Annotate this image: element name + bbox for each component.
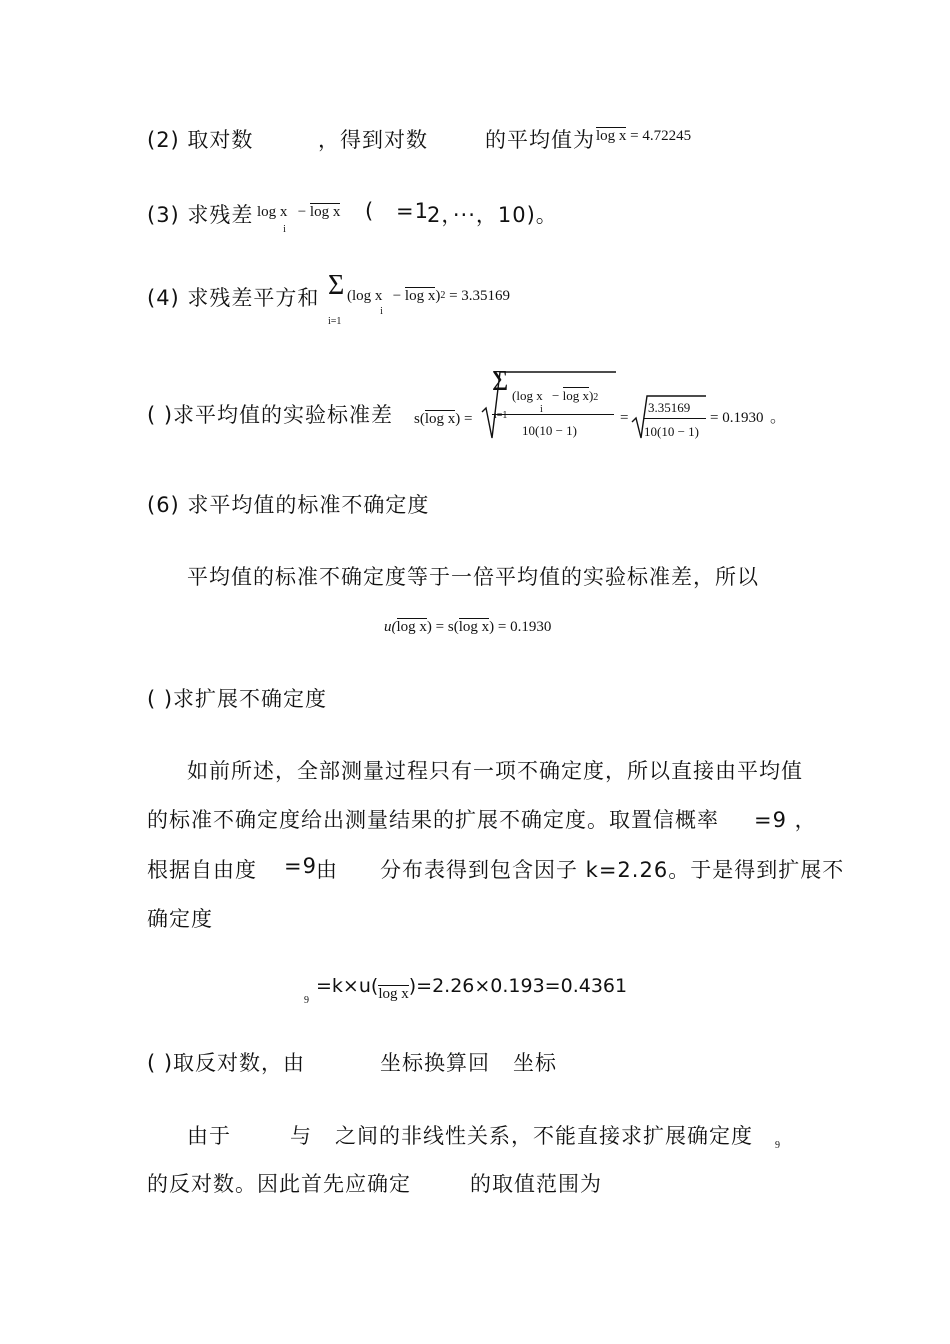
k-times-u: =k×u( — [316, 975, 379, 997]
step8-mid: 坐标换算回 — [380, 1051, 490, 1075]
mean-log-x: log x — [562, 388, 589, 403]
step6-label: (6) 求平均值的标准不确定度 — [147, 493, 430, 517]
step2-mean-formula — [596, 127, 691, 145]
step4-label: (4) 求残差平方和 — [147, 286, 320, 310]
subscript-i: i — [283, 224, 286, 235]
s-close-eq: ) = — [455, 411, 473, 427]
step3-residual-formula — [257, 203, 341, 235]
expanded-uncertainty-formula — [316, 975, 628, 1002]
step3-open-paren: ( — [365, 199, 375, 223]
step5-label: ( )求平均值的实验标准差 — [147, 403, 394, 427]
mean-log-x: log x — [404, 288, 436, 304]
s-open: s( — [414, 411, 425, 427]
step7-line4: 确定度 — [147, 907, 213, 931]
close-paren: ) — [435, 288, 441, 304]
step8-para1-b: 与 — [290, 1124, 312, 1148]
step8-para2-b: 的取值范围为 — [470, 1172, 602, 1196]
mean-value: = 4.72245 — [630, 128, 692, 144]
step3-label: (3) 求残差 — [147, 203, 254, 227]
step3-index-eq: =1 — [396, 199, 429, 223]
expanded-value: )=2.26×0.193=0.4361 — [408, 975, 628, 997]
std-dev-lhs — [414, 410, 472, 428]
step8-para1-c: 之间的非线性关系，不能直接求扩展确定度 — [335, 1124, 753, 1148]
close-paren: ) — [588, 388, 594, 403]
mean-log-x: log x — [424, 411, 456, 427]
subscript-i: i — [539, 404, 543, 415]
step7-line3-rest: 分布表得到包含因子 k=2.26。于是得到扩展不 — [380, 858, 845, 882]
sigma-lower-limit: i=1 — [494, 410, 508, 421]
log-xi: log x — [257, 204, 288, 220]
std-uncertainty-formula — [384, 618, 551, 636]
minus-sign: − — [297, 204, 307, 220]
step7-line3-a: 根据自由度 — [147, 858, 257, 882]
open-log-xi: (log x — [347, 288, 383, 304]
minus-sign: − — [392, 288, 402, 304]
std-dev-numerator — [512, 387, 599, 415]
step7-label: ( )求扩展不确定度 — [147, 687, 328, 711]
step7-line2: 的标准不确定度给出测量结果的扩展不确定度。取置信概率 — [147, 808, 719, 832]
numeric-denominator: 10(10 − 1) — [644, 424, 699, 439]
step7-line1: 如前所述，全部测量过程只有一项不确定度，所以直接由平均值 — [187, 759, 803, 783]
step3-index-range: 2，···，10)。 — [427, 203, 558, 227]
numeric-numerator: 3.35169 — [648, 400, 691, 415]
minus-sign: − — [551, 388, 560, 403]
square-exponent: 2 — [440, 290, 446, 301]
subscript-i: i — [380, 306, 383, 317]
fraction-bar — [492, 414, 614, 415]
mean-log-x: log x — [596, 128, 627, 144]
equals-s-open: ) = s( — [426, 619, 459, 635]
confidence-level: =9 ， — [754, 808, 817, 832]
mean-log-x: log x — [458, 619, 490, 635]
step8-sub: 9 — [775, 1140, 780, 1151]
mean-log-x: log x — [396, 619, 427, 635]
open-log-xi: (log x — [512, 388, 543, 403]
step6-paragraph: 平均值的标准不确定度等于一倍平均值的实验标准差，所以 — [187, 565, 759, 589]
mean-log-x: log x — [378, 986, 409, 1002]
std-dev-value: = 0.1930 — [710, 410, 764, 426]
step2-mid-text: ，得到对数 — [318, 128, 428, 152]
square-exponent: 2 — [593, 392, 599, 403]
step2-tail-text: 的平均值为 — [485, 128, 595, 152]
step7-line3-by: 由 — [316, 858, 338, 882]
sentence-end: 。 — [770, 407, 788, 426]
u-open: u( — [384, 619, 397, 635]
sum-value: = 3.35169 — [449, 288, 511, 304]
step4-sum-formula — [347, 287, 511, 317]
expanded-sub: 9 — [304, 995, 309, 1006]
sigma-symbol: Σ — [328, 270, 345, 301]
degrees-of-freedom: =9 — [284, 854, 317, 878]
step8-label: ( )取反对数，由 — [147, 1051, 306, 1075]
equals-sign: = — [620, 410, 629, 426]
sigma-symbol: Σ — [492, 366, 509, 397]
sigma-lower-limit: i=1 — [328, 316, 342, 327]
fraction-bar-small — [644, 418, 706, 419]
step8-tail: 坐标 — [513, 1051, 557, 1075]
step2-label: (2) 取对数 — [147, 128, 254, 152]
std-dev-denominator: 10(10 − 1) — [522, 423, 577, 438]
step8-para1-a: 由于 — [187, 1124, 231, 1148]
uncertainty-value: ) = 0.1930 — [489, 619, 552, 635]
step8-para2-a: 的反对数。因此首先应确定 — [147, 1172, 411, 1196]
mean-log-x: log x — [309, 204, 341, 220]
